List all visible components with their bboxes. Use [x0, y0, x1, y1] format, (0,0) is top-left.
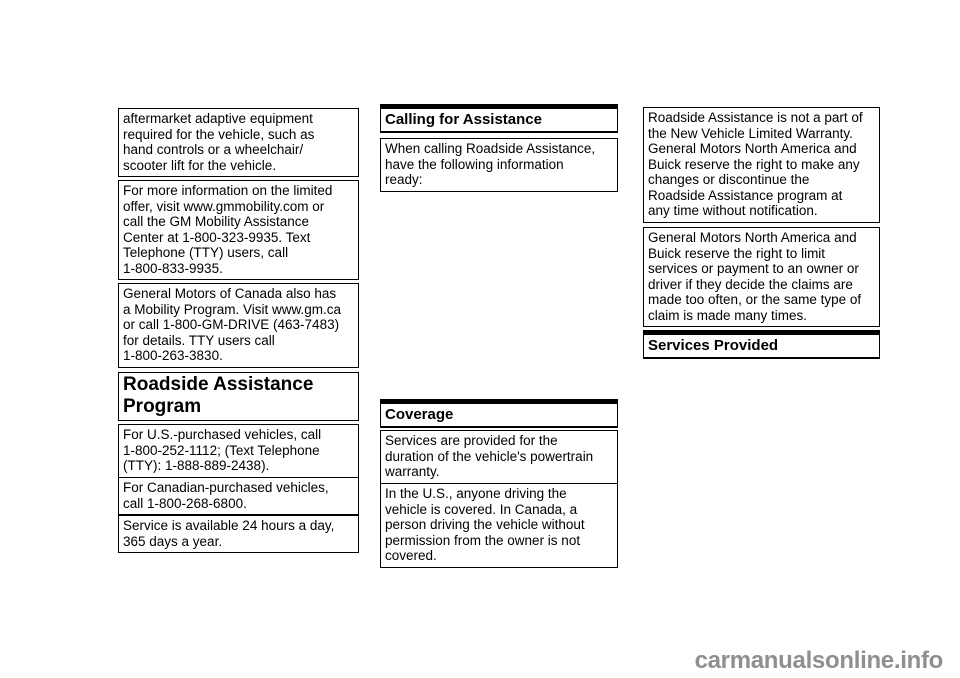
- sub-heading-services-provided: Services Provided: [643, 330, 880, 359]
- paragraph-service-hours: Service is available 24 hours a day, 365 days a year.: [118, 515, 359, 553]
- sub-heading-calling-for-assistance: Calling for Assistance: [380, 104, 618, 133]
- paragraph-limit-services-claims: General Motors North America and Buick reserve the right to limit services or payment to an owner or driver if they decide the claims are made too often, or the same type of claim is made many times.: [643, 227, 880, 327]
- paragraph-aftermarket-equipment: aftermarket adaptive equipment required for the vehicle, such as hand controls or a wheelchair/ scooter lift for the vehicle.: [118, 108, 359, 177]
- paragraph-us-purchased-phone: For U.S.-purchased vehicles, call 1-800-252-1112; (Text Telephone (TTY): 1-888-889-2438).: [118, 424, 359, 478]
- section-heading-roadside-assistance-program: Roadside Assistance Program: [118, 372, 359, 421]
- paragraph-coverage-duration: Services are provided for the duration of the vehicle's powertrain warranty.: [380, 430, 618, 484]
- watermark-carmanualsonline: carmanualsonline.info: [694, 647, 943, 674]
- sub-heading-coverage: Coverage: [380, 399, 618, 428]
- paragraph-not-part-of-warranty: Roadside Assistance is not a part of the New Vehicle Limited Warranty. General Motors North America and Buick reserve the right to make any changes or discontinue the Roadside Assistance program at any time without notification.: [643, 107, 880, 223]
- paragraph-gm-canada-mobility: General Motors of Canada also has a Mobility Program. Visit www.gm.ca or call 1-800-GM-DRIVE (463-7483) for details. TTY users call 1-800-263-3830.: [118, 283, 359, 368]
- paragraph-gm-mobility-info: For more information on the limited offer, visit www.gmmobility.com or call the GM Mobility Assistance Center at 1-800-323-9935. Text Telephone (TTY) users, call 1-800-833-9935.: [118, 180, 359, 280]
- paragraph-when-calling: When calling Roadside Assistance, have the following information ready:: [380, 138, 618, 192]
- paragraph-canadian-purchased-phone: For Canadian-purchased vehicles, call 1-800-268-6800.: [118, 477, 359, 515]
- paragraph-coverage-drivers: In the U.S., anyone driving the vehicle is covered. In Canada, a person driving the vehicle without permission from the owner is not covered.: [380, 483, 618, 568]
